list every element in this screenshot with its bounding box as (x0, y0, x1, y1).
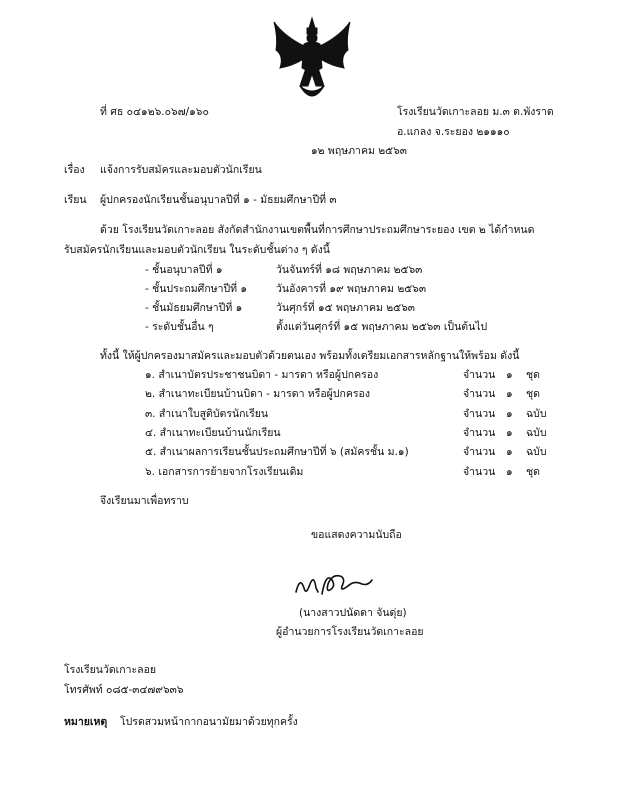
regards-text: ขอแสดงความนับถือ (311, 529, 402, 541)
document-count: ๑ (506, 408, 513, 420)
schedule-date: วันอังคารที่ ๑๙ พฤษภาคม ๒๕๖๓ (276, 283, 427, 295)
signatory-name: (นางสาวปนัดดา จันดุ่ย) (299, 607, 407, 619)
closing-line: จึงเรียนมาเพื่อทราบ (100, 495, 189, 507)
document-number: ที่ ศธ ๐๔๑๒๖.๐๖๗/๑๖๐ (100, 106, 209, 118)
document-count-label: จำนวน (463, 388, 496, 400)
to-text: ผู้ปกครองนักเรียนชั้นอนุบาลปีที่ ๑ - มัธยมศึกษาปีที่ ๓ (100, 194, 337, 206)
document-count-label: จำนวน (463, 369, 496, 381)
document-unit: ฉบับ (526, 427, 547, 439)
document-unit: ชุด (526, 466, 540, 478)
document-count-label: จำนวน (463, 427, 496, 439)
document-count-label: จำนวน (463, 408, 496, 420)
intro-line-1: ด้วย โรงเรียนวัดเกาะลอย สังกัดสำนักงานเขตพื้นที่การศึกษาประถมศึกษาระยอง เขต ๒ ได้กำหนด (100, 224, 535, 236)
subject-text: แจ้งการรับสมัครและมอบตัวนักเรียน (100, 164, 262, 176)
schedule-level: - ระดับชั้นอื่น ๆ (145, 321, 214, 333)
intro-line-2: รับสมัครนักเรียนและมอบตัวนักเรียน ในระดับชั้นต่าง ๆ ดังนี้ (64, 244, 330, 256)
to-label: เรียน (64, 194, 87, 206)
document-count: ๑ (506, 466, 513, 478)
signatory-title: ผู้อำนวยการโรงเรียนวัดเกาะลอย (276, 626, 424, 638)
document-item: ๖. เอกสารการย้ายจากโรงเรียนเดิม (145, 466, 304, 478)
document-count: ๑ (506, 369, 513, 381)
document-count: ๑ (506, 388, 513, 400)
document-item: ๔. สำเนาทะเบียนบ้านนักเรียน (145, 427, 281, 439)
document-unit: ฉบับ (526, 408, 547, 420)
letter-date: ๑๒ พฤษภาคม ๒๕๖๓ (311, 145, 407, 157)
schedule-date: วันศุกร์ที่ ๑๕ พฤษภาคม ๒๕๖๓ (276, 302, 415, 314)
document-item: ๕. สำเนาผลการเรียนชั้นประถมศึกษาปีที่ ๖ (สมัครชั้น ม.๑) (145, 446, 409, 458)
document-count-label: จำนวน (463, 446, 496, 458)
schedule-date: วันจันทร์ที่ ๑๘ พฤษภาคม ๒๕๖๓ (276, 264, 423, 276)
subject-label: เรื่อง (64, 164, 85, 176)
schedule-level: - ชั้นมัธยมศึกษาปีที่ ๑ (145, 302, 243, 314)
school-address-line2: อ.แกลง จ.ระยอง ๒๑๑๑๐ (397, 126, 510, 138)
note-text: โปรดสวมหน้ากากอนามัยมาด้วยทุกครั้ง (120, 716, 298, 728)
footer-school: โรงเรียนวัดเกาะลอย (64, 664, 157, 676)
schedule-level: - ชั้นอนุบาลปีที่ ๑ (145, 264, 223, 276)
document-item: ๒. สำเนาทะเบียนบ้านบิดา - มารดา หรือผู้ปกครอง (145, 388, 370, 400)
document-item: ๓. สำเนาใบสูติบัตรนักเรียน (145, 408, 269, 420)
document-unit: ชุด (526, 369, 540, 381)
document-count-label: จำนวน (463, 466, 496, 478)
document-item: ๑. สำเนาบัตรประชาชนบิดา - มารดา หรือผู้ปกครอง (145, 369, 379, 381)
document-unit: ฉบับ (526, 446, 547, 458)
footer-phone: โทรศัพท์ ๐๘๕-๓๔๗๙๖๓๖ (64, 684, 184, 696)
school-address-line1: โรงเรียนวัดเกาะลอย ม.๓ ต.พังราด (397, 106, 554, 118)
schedule-date: ตั้งแต่วันศุกร์ที่ ๑๕ พฤษภาคม ๒๕๖๓ เป็นต้นไป (276, 321, 488, 333)
schedule-level: - ชั้นประถมศึกษาปีที่ ๑ (145, 283, 248, 295)
signature-icon (292, 566, 374, 600)
document-count: ๑ (506, 427, 513, 439)
document-count: ๑ (506, 446, 513, 458)
document-unit: ชุด (526, 388, 540, 400)
documents-intro: ทั้งนี้ ให้ผู้ปกครองมาสมัครและมอบตัวด้วยตนเอง พร้อมทั้งเตรียมเอกสารหลักฐานให้พร้อม ดังนี้ (100, 350, 520, 362)
note-label: หมายเหตุ (64, 716, 108, 728)
garuda-emblem-icon (270, 16, 354, 106)
